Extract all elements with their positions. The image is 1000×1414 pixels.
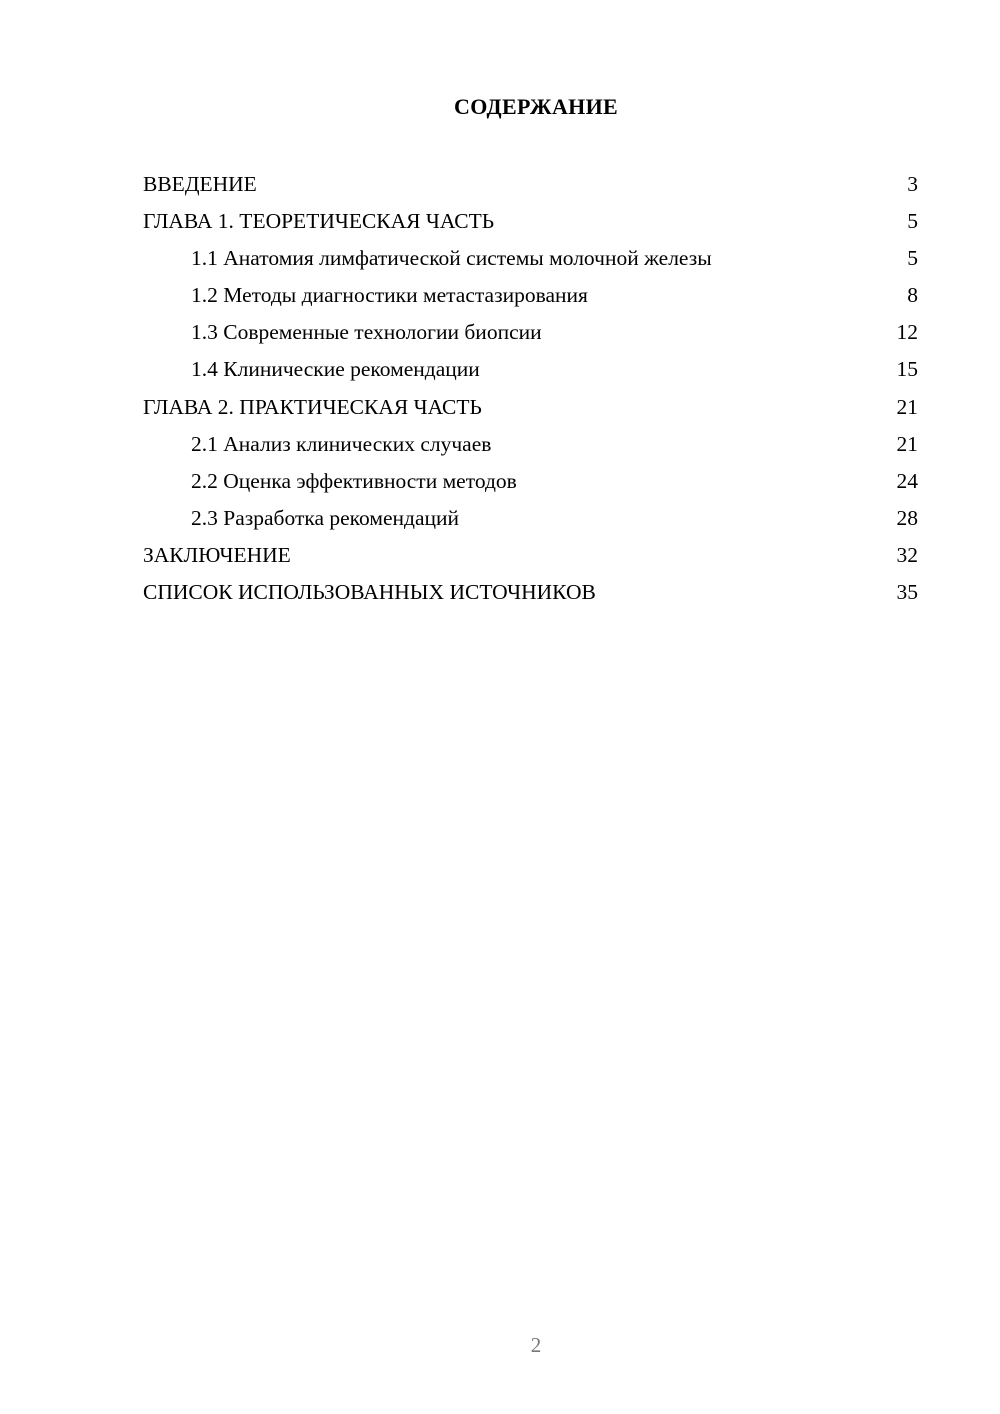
toc-entry-page: 8 <box>907 283 918 308</box>
toc-entry-section-1-1 <box>143 240 918 277</box>
toc-entry-conclusion <box>143 537 918 574</box>
toc-entry-page: 3 <box>907 172 918 196</box>
toc-entry-page: 21 <box>896 394 918 419</box>
toc-entry-text: ЗАКЛЮЧЕНИЕ <box>143 542 291 567</box>
toc-entry-chapter-2 <box>143 389 918 426</box>
toc-entry-page: 5 <box>907 246 918 271</box>
page-number: 2 <box>530 1333 542 1357</box>
toc-entry-page: 28 <box>896 505 918 530</box>
toc-entry-section-1-4 <box>143 351 918 388</box>
toc-entry-text: ГЛАВА 1. ТЕОРЕТИЧЕСКАЯ ЧАСТЬ <box>143 209 495 234</box>
toc-entry-text: 1.1 Анатомия лимфатической системы молочной железы <box>191 246 712 271</box>
toc-entry-text: 1.3 Современные технологии биопсии <box>191 320 542 345</box>
toc-entry-page: 32 <box>896 542 918 567</box>
toc-entry-text: ГЛАВА 2. ПРАКТИЧЕСКАЯ ЧАСТЬ <box>143 394 482 419</box>
toc-entry-text: 1.4 Клинические рекомендации <box>191 357 480 382</box>
toc-entry-text: СПИСОК ИСПОЛЬЗОВАННЫХ ИСТОЧНИКОВ <box>143 580 596 605</box>
toc-entry-section-1-3 <box>143 314 918 351</box>
toc-entry-introduction <box>143 166 918 203</box>
toc-entry-page: 24 <box>896 468 918 493</box>
toc-entry-page: 5 <box>907 209 918 234</box>
toc-entry-section-2-1 <box>143 426 918 463</box>
toc-entry-text: 2.1 Анализ клинических случаев <box>191 431 492 456</box>
toc-entry-page: 15 <box>896 357 918 382</box>
toc-entry-text: 1.2 Методы диагностики метастазирования <box>191 283 588 308</box>
toc-entry-text: ВВЕДЕНИЕ <box>143 172 257 196</box>
toc-entry-page: 35 <box>896 580 918 605</box>
toc-entry-section-2-2 <box>143 463 918 500</box>
toc-entry-text: 2.3 Разработка рекомендаций <box>191 505 460 530</box>
toc-entry-chapter-1 <box>143 203 918 240</box>
toc-list <box>143 166 918 611</box>
toc-entry-page: 21 <box>896 431 918 456</box>
toc-entry-section-2-3 <box>143 500 918 537</box>
toc-entry-text: 2.2 Оценка эффективности методов <box>191 468 517 493</box>
toc-entry-section-1-2 <box>143 277 918 314</box>
toc-entry-references <box>143 574 918 611</box>
toc-title: СОДЕРЖАНИЕ <box>454 94 618 119</box>
toc-entry-page: 12 <box>896 320 918 345</box>
